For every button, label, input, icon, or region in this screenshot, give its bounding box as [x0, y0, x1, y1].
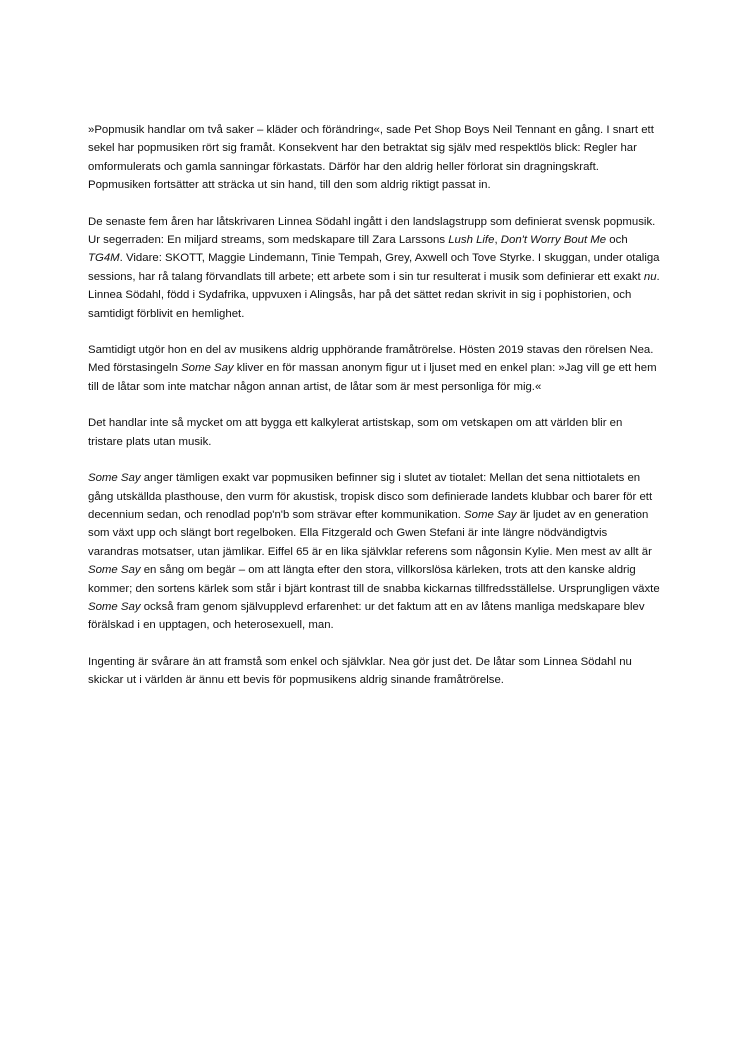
text-run: anger tämligen exakt var popmusiken befinner sig i slutet av tiotalet: Mellan det sena nittiotalets en gång utskällda plasthouse, den vurm för akustisk, tropisk disco som definierade landets klubbar och barer för ett decennium sedan, och renodlad pop'n'b som strävar efter kommunikation.	[88, 472, 653, 521]
italic-text: Some Say	[88, 600, 141, 613]
italic-text: TG4M	[88, 252, 120, 265]
italic-text: Lush Life	[448, 234, 495, 247]
italic-text: Don't Worry Bout Me	[500, 234, 607, 247]
paragraph-6	[88, 653, 660, 690]
italic-text: nu	[643, 270, 657, 283]
text-run: är ljudet av en generation som växt upp och slängt bort regelboken. Ella Fitzgerald och Gwen Stefani är inte längre nödvändigtvis varandras motsatser, utan jämlikar. Eiffel 65 är en lika självklar referens som någonsin Kylie. Men mest av allt är	[88, 508, 652, 558]
text-run: »Popmusik handlar om två saker – kläder och förändring«, sade Pet Shop Boys Neil Tennant en gång. I snart ett sekel har popmusiken rört sig framåt. Konsekvent har den betraktat sig själv med respektlös blick: Regler har omformulerats och gamla sanningar förkastats. Därför har den aldrig heller förlorat sin dragningskraft. Popmusiken fortsätter att sträcka ut sin hand, till den som aldrig riktigt passat in.	[88, 124, 654, 192]
text-run: kliver en för massan anonym figur ut i ljuset med en enkel plan: »Jag vill ge ett hem till de låtar som inte matchar någon annan artist, de låtar som är mest personliga för mig.«	[88, 362, 657, 393]
paragraph-2	[88, 213, 660, 323]
text-run: Det handlar inte så mycket om att bygga ett kalkylerat artistskap, som om vetskapen om att världen blir en tristare plats utan musik.	[88, 417, 623, 448]
text-run: också fram genom självupplevd erfarenhet: ur det faktum att en av låtens manliga medskapare blev förälskad i en upptagen, och heterosexuell, man.	[88, 600, 645, 632]
italic-text: Some Say	[181, 362, 234, 375]
italic-text: Some Say	[464, 508, 517, 521]
paragraph-3	[88, 341, 660, 396]
text-run: och	[606, 234, 628, 247]
text-run: De senaste fem åren har låtskrivaren Linnea Södahl ingått i den landslagstrupp som definierat svensk popmusik. Ur segerraden: En miljard streams, som medskapare till Zara Larssons	[88, 215, 656, 247]
text-run: Samtidigt utgör hon en del av musikens aldrig upphörande framåtrörelse. Hösten 2019 stavas den rörelsen Nea. Med förstasingeln	[88, 344, 654, 375]
text-run: Ingenting är svårare än att framstå som enkel och självklar. Nea gör just det. De låtar som Linnea Södahl nu skickar ut i världen är ännu ett bevis för popmusikens aldrig sinande framåtrörelse.	[88, 655, 632, 687]
paragraph-1	[88, 121, 660, 195]
body-text	[88, 121, 660, 708]
paragraph-4	[88, 414, 660, 451]
text-run: en sång om begär – om att längta efter den stora, villkorslösa kärleken, trots att den kanske aldrig kommer; den sortens kärlek som står i bjärt kontrast till de snabba kickarnas tillfredsställelse. Ursprungligen växte	[88, 564, 660, 595]
paragraph-5	[88, 469, 660, 635]
italic-text: Some Say	[88, 472, 141, 485]
italic-text: Some Say	[88, 564, 141, 577]
text-run: ,	[494, 234, 501, 247]
text-run: . Linnea Södahl, född i Sydafrika, uppvuxen i Alingsås, har på det sättet redan skrivit in sig i pophistorien, och samtidigt förblivit en hemlighet.	[88, 270, 660, 320]
text-run: . Vidare: SKOTT, Maggie Lindemann, Tinie Tempah, Grey, Axwell och Tove Styrke. I skuggan, under otaliga sessions, har rå talang förvandlats till arbete; ett arbete som i sin tur resulterat i musik som definierar ett exakt	[88, 252, 660, 283]
